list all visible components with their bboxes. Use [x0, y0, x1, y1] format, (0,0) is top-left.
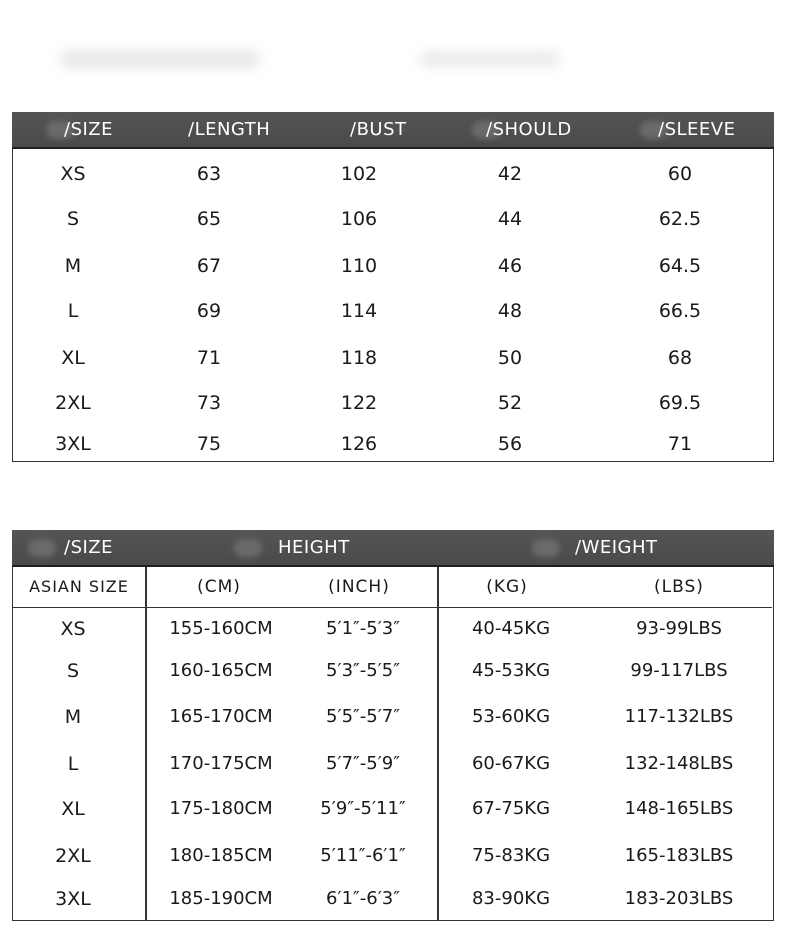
- cell-sleeve: 62.5: [658, 208, 702, 230]
- blurred-label: [234, 539, 262, 557]
- cell-shoulder: 56: [497, 433, 523, 455]
- subheader-asian-size: ASIAN SIZE: [29, 577, 129, 596]
- cell-bust: 114: [340, 300, 378, 322]
- cell-height-cm: 180-185CM: [169, 845, 273, 866]
- background-smudge: [60, 50, 260, 68]
- cell-size: S: [66, 208, 80, 230]
- cell-size: L: [67, 753, 79, 775]
- cell-size: M: [64, 255, 82, 277]
- cell-weight-kg: 53-60KG: [471, 706, 551, 727]
- cell-shoulder: 42: [497, 163, 523, 185]
- subheader-kg: (KG): [486, 577, 528, 597]
- cell-bust: 118: [340, 347, 378, 369]
- cell-height-cm: 155-160CM: [169, 618, 273, 639]
- cell-weight-lbs: 165-183LBS: [624, 845, 734, 866]
- cell-bust: 106: [340, 208, 378, 230]
- header-length: /LENGTH: [188, 119, 271, 140]
- height-weight-table: [12, 530, 774, 921]
- table-row: [13, 694, 775, 740]
- header-shoulder: /SHOULD: [486, 119, 572, 140]
- cell-size: 3XL: [55, 888, 91, 910]
- cell-weight-lbs: 132-148LBS: [624, 753, 734, 774]
- cell-weight-lbs: 183-203LBS: [624, 888, 734, 909]
- table-row: [13, 606, 775, 652]
- table-body: [12, 567, 774, 921]
- subheader-row: [13, 567, 772, 608]
- cell-size: 2XL: [55, 845, 91, 867]
- cell-height-inch: 5′3″-5′5″: [326, 660, 400, 681]
- cell-shoulder: 50: [497, 347, 523, 369]
- table-row: [13, 833, 775, 879]
- header-size: /SIZE: [64, 537, 114, 558]
- cell-length: 67: [196, 255, 222, 277]
- cell-size: XL: [61, 347, 85, 369]
- cell-sleeve: 60: [667, 163, 693, 185]
- cell-weight-lbs: 93-99LBS: [636, 618, 722, 639]
- table-row: [13, 197, 775, 241]
- cell-height-inch: 5′9″-5′11″: [320, 798, 406, 819]
- background-smudge: [420, 52, 560, 66]
- cell-length: 71: [196, 347, 222, 369]
- table-row: [13, 741, 775, 787]
- cell-weight-kg: 75-83KG: [471, 845, 551, 866]
- subheader-cm: (CM): [197, 577, 241, 597]
- cell-length: 75: [196, 433, 222, 455]
- cell-bust: 122: [340, 392, 378, 414]
- cell-sleeve: 68: [667, 347, 693, 369]
- blurred-label: [532, 539, 560, 557]
- cell-size: 3XL: [55, 433, 91, 455]
- cell-height-cm: 160-165CM: [169, 660, 273, 681]
- cell-bust: 110: [340, 255, 378, 277]
- cell-weight-kg: 45-53KG: [471, 660, 551, 681]
- cell-size: S: [66, 660, 80, 682]
- table-header: [12, 530, 774, 567]
- table-row: [13, 786, 775, 832]
- cell-length: 65: [196, 208, 222, 230]
- cell-sleeve: 69.5: [658, 392, 702, 414]
- cell-weight-kg: 60-67KG: [471, 753, 551, 774]
- cell-shoulder: 48: [497, 300, 523, 322]
- table-header: [12, 112, 774, 149]
- cell-height-inch: 5′7″-5′9″: [326, 753, 400, 774]
- table-row: [13, 422, 775, 466]
- cell-weight-lbs: 148-165LBS: [624, 798, 734, 819]
- cell-height-inch: 5′1″-5′3″: [326, 618, 400, 639]
- table-row: [13, 381, 775, 425]
- cell-bust: 102: [340, 163, 378, 185]
- cell-height-inch: 5′11″-6′1″: [320, 845, 406, 866]
- cell-weight-kg: 83-90KG: [471, 888, 551, 909]
- garment-size-table: [12, 112, 774, 462]
- cell-size: M: [64, 706, 82, 728]
- cell-size: L: [67, 300, 79, 322]
- cell-bust: 126: [340, 433, 378, 455]
- table-row: [13, 876, 775, 922]
- table-row: [13, 152, 775, 196]
- table-row: [13, 289, 775, 333]
- cell-height-cm: 170-175CM: [169, 753, 273, 774]
- subheader-inch: (INCH): [328, 577, 390, 597]
- cell-size: 2XL: [55, 392, 91, 414]
- cell-shoulder: 44: [497, 208, 523, 230]
- cell-sleeve: 66.5: [658, 300, 702, 322]
- cell-sleeve: 71: [667, 433, 693, 455]
- cell-size: XS: [60, 618, 86, 640]
- cell-shoulder: 46: [497, 255, 523, 277]
- cell-shoulder: 52: [497, 392, 523, 414]
- cell-length: 69: [196, 300, 222, 322]
- table-row: [13, 244, 775, 288]
- blurred-label: [28, 539, 56, 557]
- subheader-lbs: (LBS): [654, 577, 704, 597]
- cell-sleeve: 64.5: [658, 255, 702, 277]
- cell-size: XL: [61, 798, 85, 820]
- cell-height-cm: 185-190CM: [169, 888, 273, 909]
- header-sleeve: /SLEEVE: [658, 119, 736, 140]
- cell-weight-lbs: 99-117LBS: [630, 660, 728, 681]
- cell-height-inch: 5′5″-5′7″: [326, 706, 400, 727]
- header-height: HEIGHT: [278, 537, 350, 558]
- cell-weight-lbs: 117-132LBS: [624, 706, 734, 727]
- header-size: /SIZE: [64, 119, 114, 140]
- table-body: [12, 149, 774, 462]
- cell-length: 73: [196, 392, 222, 414]
- header-bust: /BUST: [350, 119, 407, 140]
- cell-weight-kg: 40-45KG: [471, 618, 551, 639]
- cell-size: XS: [60, 163, 86, 185]
- table-row: [13, 648, 775, 694]
- cell-height-cm: 175-180CM: [169, 798, 273, 819]
- table-row: [13, 336, 775, 380]
- header-weight: /WEIGHT: [575, 537, 658, 558]
- cell-weight-kg: 67-75KG: [471, 798, 551, 819]
- cell-height-cm: 165-170CM: [169, 706, 273, 727]
- cell-length: 63: [196, 163, 222, 185]
- cell-height-inch: 6′1″-6′3″: [326, 888, 400, 909]
